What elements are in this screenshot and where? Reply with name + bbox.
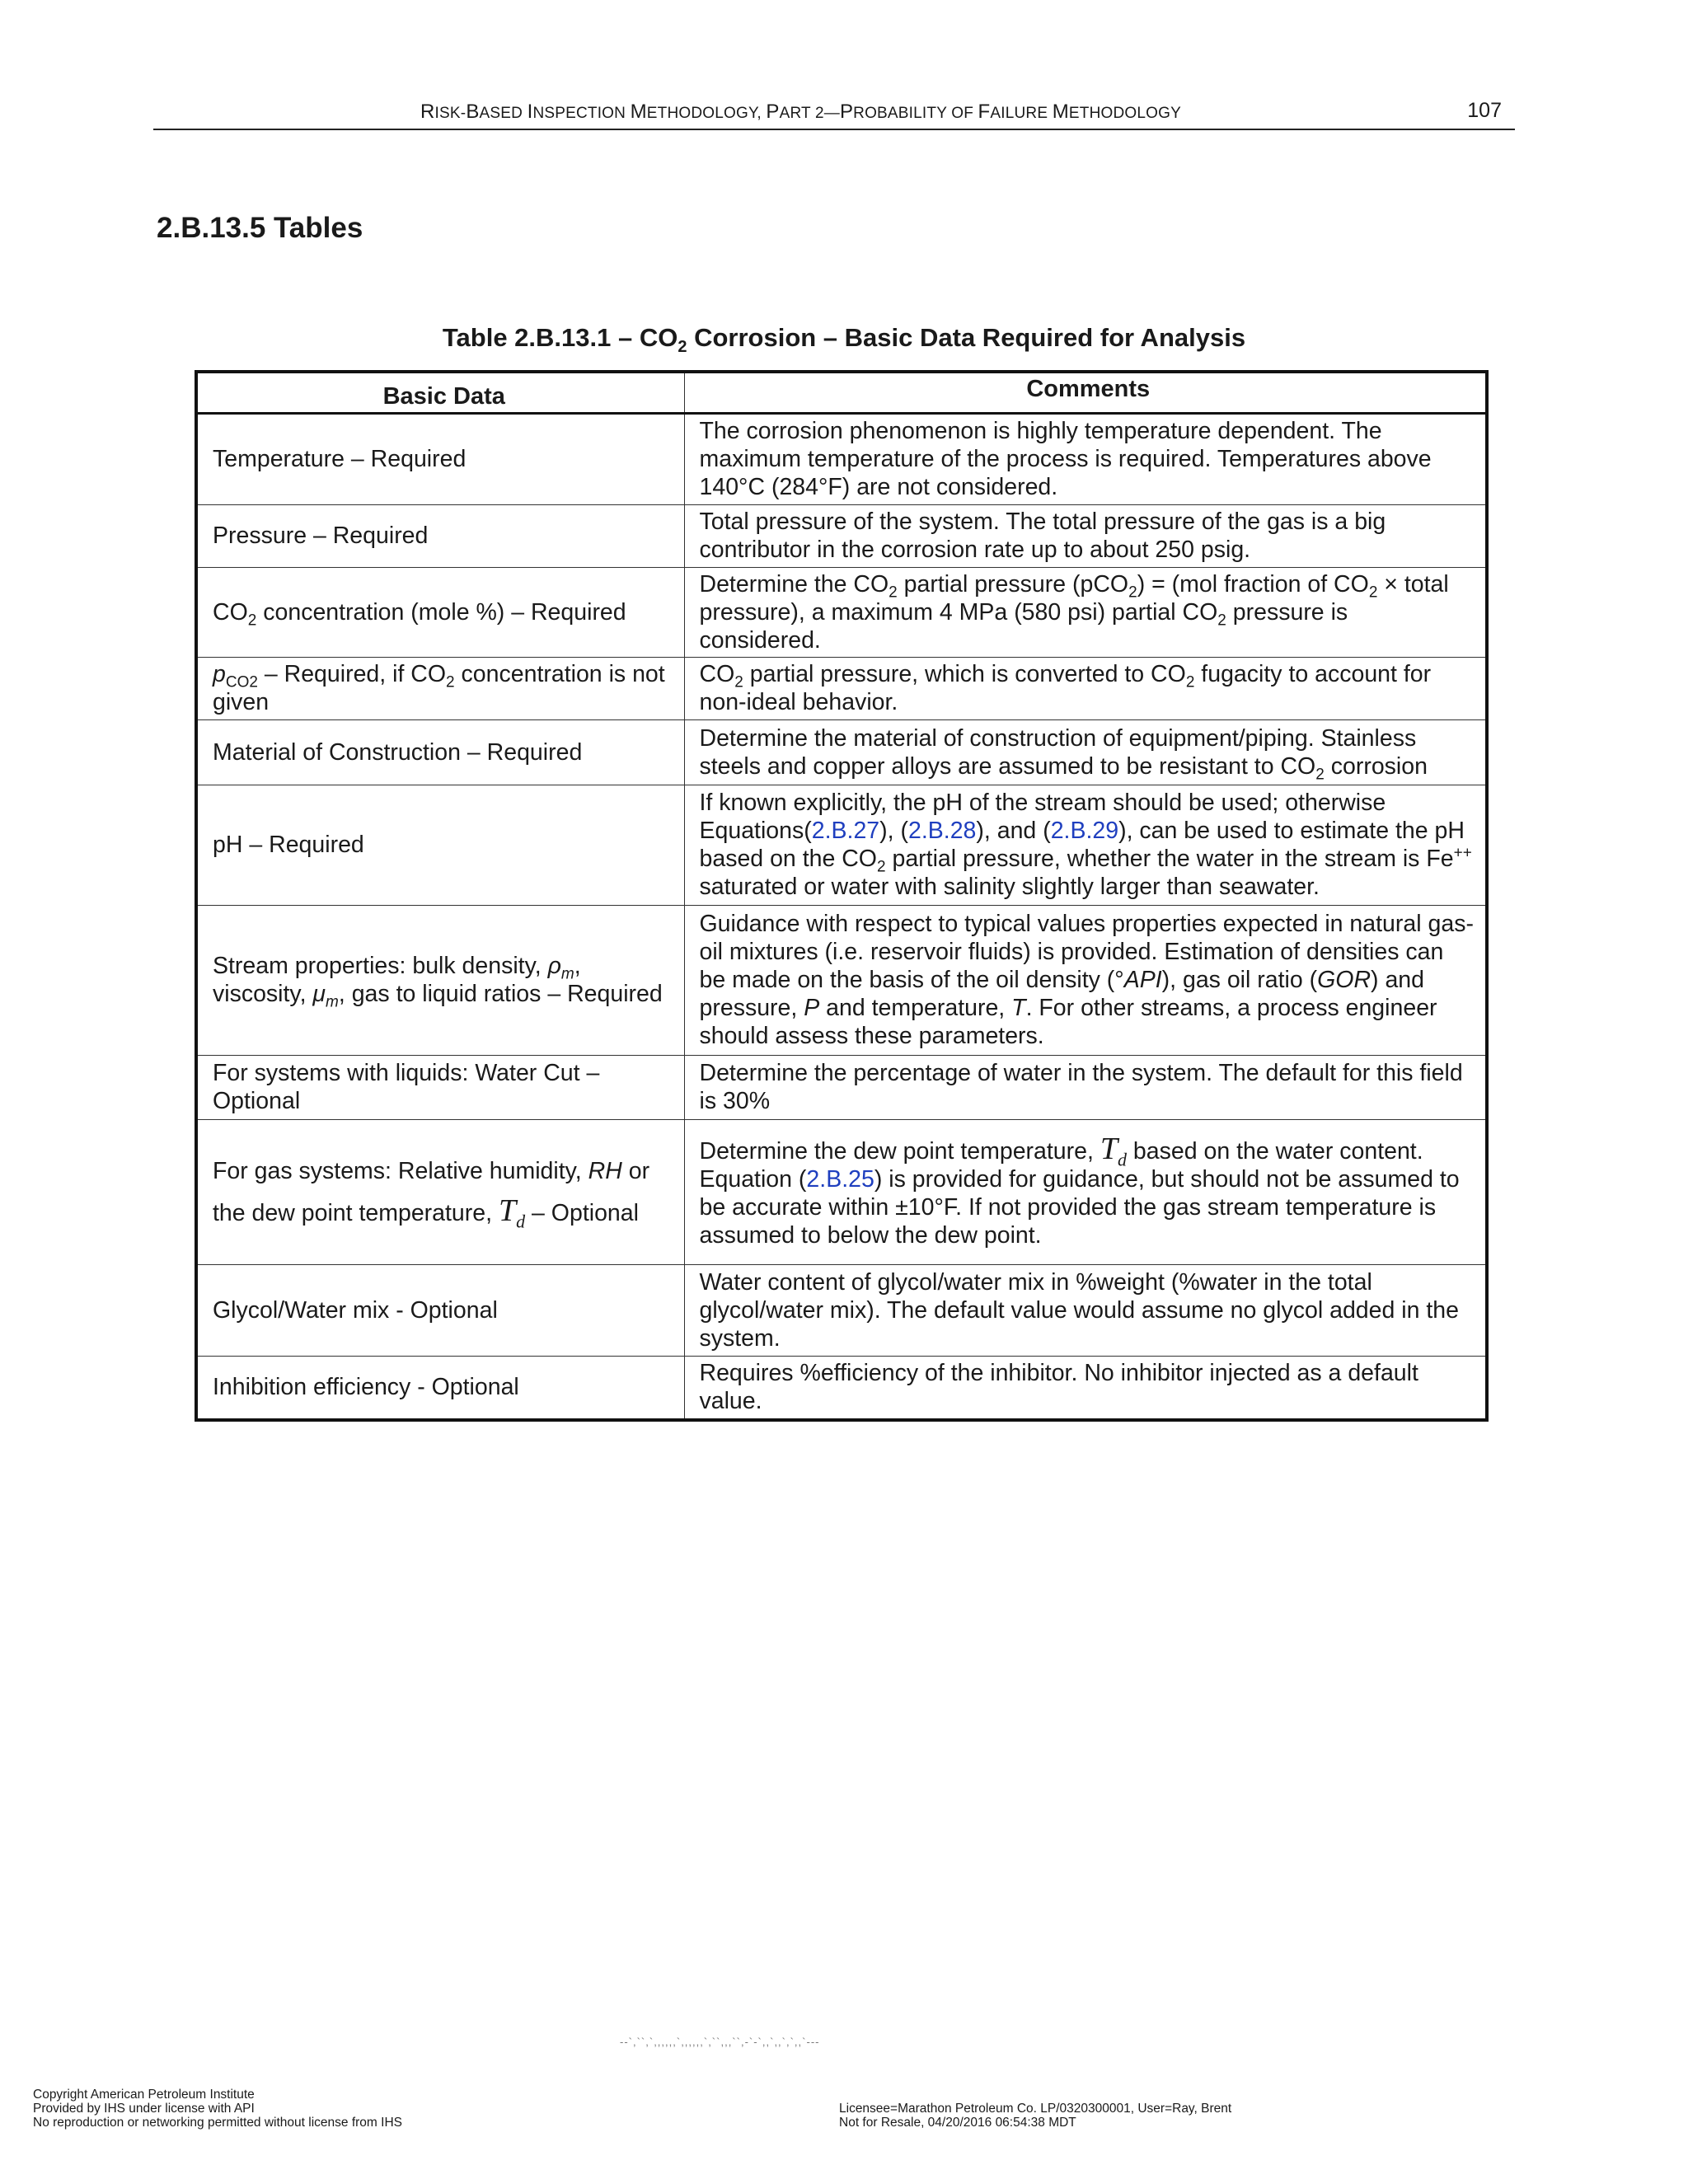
basic-cell: For systems with liquids: Water Cut – Optional <box>196 1055 684 1119</box>
footer-copyright <box>33 2088 402 2130</box>
comment-cell <box>684 785 1487 905</box>
footer-line: Licensee=Marathon Petroleum Co. LP/0320300001, User=Ray, Brent <box>839 2102 1232 2116</box>
text: Stream properties: bulk density, <box>213 953 548 979</box>
text: Guidance with respect to typical values properties expected in natural gas-oil mixtures (i.e. reservoir fluids) is provided. Estimation of densities can be made on the basis of the oil density (° <box>699 911 1474 993</box>
caption-text: Table 2.B.13.1 – CO <box>442 323 678 352</box>
text: p <box>213 661 226 687</box>
subscript: 2 <box>734 673 743 691</box>
basic-cell: Pressure – Required <box>196 504 684 567</box>
text: ) and pressure, <box>699 967 1425 1021</box>
footer-line: No reproduction or networking permitted without license from IHS <box>33 2116 402 2130</box>
text: RH <box>588 1157 622 1184</box>
header-basic-data: Basic Data <box>196 372 684 413</box>
text: concentration (mole %) – Required <box>256 598 626 626</box>
subscript: d <box>516 1211 526 1232</box>
text: partial pressure, which is converted to CO <box>743 661 1186 687</box>
text: ), can be used to estimate the pH based on the CO <box>699 818 1465 872</box>
section-title: Tables <box>274 212 363 244</box>
header-text: P <box>766 101 780 123</box>
basic-cell: Inhibition efficiency - Optional <box>196 1356 684 1420</box>
text: T <box>1100 1131 1118 1166</box>
equation-link[interactable]: 2.B.27 <box>811 818 880 844</box>
text: partial pressure (pCO <box>897 570 1129 598</box>
basic-cell <box>196 905 684 1055</box>
footer-line: Not for Resale, 04/20/2016 06:54:38 MDT <box>839 2116 1076 2130</box>
text: ) = (mol fraction of CO <box>1137 570 1369 598</box>
equation-link[interactable]: 2.B.29 <box>1050 818 1119 844</box>
subscript: 2 <box>1217 612 1226 630</box>
basic-cell: Material of Construction – Required <box>196 719 684 785</box>
text: T <box>498 1193 517 1228</box>
header-text: B <box>466 101 480 123</box>
comment-cell: Determine the percentage of water in the system. The default for this field is 30% <box>684 1055 1487 1119</box>
header-text: F <box>978 101 991 123</box>
header-text: ETHODOLOGY <box>1068 105 1181 122</box>
text: saturated or water with salinity slightly larger than seawater. <box>699 874 1320 900</box>
header-text: M <box>1052 101 1069 123</box>
basic-cell: Glycol/Water mix - Optional <box>196 1264 684 1356</box>
header-text: ASED <box>479 105 528 122</box>
text: CO <box>213 598 248 626</box>
footer-line: Provided by IHS under license with API <box>33 2102 255 2116</box>
text: API <box>1123 967 1162 993</box>
comment-cell: Total pressure of the system. The total pressure of the gas is a big contributor in the corrosion rate up to about 250 psig. <box>684 504 1487 567</box>
superscript: ++ <box>1453 844 1472 862</box>
subscript: m <box>326 993 339 1011</box>
comment-cell <box>684 719 1487 785</box>
text: – Required, if CO <box>257 661 447 687</box>
table-caption <box>0 323 1688 357</box>
table-row <box>196 1264 1487 1356</box>
subscript: 2 <box>876 858 886 876</box>
text: fugacity to account for non-ideal behavior. <box>699 661 1432 715</box>
section-heading <box>157 212 363 245</box>
equation-link[interactable]: 2.B.25 <box>806 1165 874 1193</box>
text: × total pressure), a maximum 4 MPa (580 psi) partial CO <box>699 570 1449 626</box>
table-row <box>196 785 1487 905</box>
text: partial pressure, whether the water in the stream is Fe <box>885 846 1454 872</box>
running-header <box>153 97 1515 130</box>
footer-license <box>839 2102 1231 2130</box>
basic-cell <box>196 567 684 657</box>
table-row <box>196 504 1487 567</box>
equation-link[interactable]: 2.B.28 <box>908 818 977 844</box>
table-row <box>196 1119 1487 1264</box>
symbol: ρ <box>547 953 561 979</box>
text: corrosion <box>1324 752 1428 780</box>
basic-cell <box>196 657 684 719</box>
text: Determine the material of construction of equipment/piping. Stainless steels and copper alloys are assumed to be resistant to CO <box>699 724 1417 780</box>
header-text: ISK- <box>434 105 467 122</box>
table-row <box>196 905 1487 1055</box>
subscript: m <box>560 965 574 983</box>
text: – Optional <box>525 1199 639 1226</box>
text: or the dew point temperature, <box>213 1157 650 1226</box>
comment-cell: Requires %efficiency of the inhibitor. No inhibitor injected as a default value. <box>684 1356 1487 1420</box>
text: T <box>1011 995 1026 1021</box>
symbol: μ <box>312 981 326 1007</box>
caption-text: Corrosion – Basic Data Required for Analysis <box>687 323 1246 352</box>
text: and temperature, <box>819 995 1012 1021</box>
header-text: ETHODOLOGY, <box>646 105 767 122</box>
section-number: 2.B.13.5 <box>157 212 266 244</box>
subscript: 2 <box>446 673 455 691</box>
text: GOR <box>1317 967 1372 993</box>
text: Determine the dew point temperature, <box>699 1137 1100 1165</box>
table-row <box>196 1055 1487 1119</box>
table-row <box>196 657 1487 719</box>
subscript: CO2 <box>225 673 258 691</box>
symbol <box>498 1193 526 1232</box>
basic-cell: Temperature – Required <box>196 413 684 504</box>
text: pressure is considered. <box>699 598 1348 654</box>
comment-cell <box>684 1119 1487 1264</box>
stray-marks: --`,``,`,,,,,,`,,,,,,`,``,,,``,-`-`,,`,,`,`,,`--- <box>620 2036 820 2048</box>
running-header-title <box>420 101 1181 124</box>
comment-cell <box>684 657 1487 719</box>
footer-line: Copyright American Petroleum Institute <box>33 2088 255 2102</box>
text: Determine the CO <box>699 570 889 598</box>
text: ), gas oil ratio ( <box>1161 967 1318 993</box>
text: ) is provided for guidance, but should not be assumed to be accurate within ±10°F. If not provided the gas stream temperature is assumed to below the dew point. <box>699 1165 1460 1249</box>
subscript: 2 <box>889 583 898 602</box>
text: If known explicitly, the pH of the stream should be used; otherwise Equations( <box>699 790 1386 844</box>
header-comments: Comments <box>684 372 1487 413</box>
text: ), ( <box>879 818 908 844</box>
text: ), and ( <box>976 818 1051 844</box>
table-row <box>196 413 1487 504</box>
table-row <box>196 719 1487 785</box>
text: P <box>804 995 820 1021</box>
text: . For other streams, a process engineer should assess these parameters. <box>699 995 1437 1049</box>
comment-cell <box>684 567 1487 657</box>
subscript: 2 <box>1128 583 1137 602</box>
page-number: 107 <box>1467 99 1502 122</box>
basic-cell: pH – Required <box>196 785 684 905</box>
comment-cell <box>684 905 1487 1055</box>
table-row <box>196 567 1487 657</box>
table-row <box>196 1356 1487 1420</box>
subscript: 2 <box>1368 583 1378 602</box>
text: , viscosity, <box>213 953 581 1007</box>
header-text: NSPECTION <box>532 105 631 122</box>
text: For gas systems: Relative humidity, <box>213 1157 588 1184</box>
header-text: ROBABILITY OF <box>853 105 978 122</box>
text: concentration is not given <box>213 661 665 715</box>
text: based on the water content. Equation ( <box>699 1137 1423 1193</box>
subscript: 2 <box>247 612 257 630</box>
basic-data-table <box>195 370 1489 1422</box>
header-text: AILURE <box>990 105 1053 122</box>
subscript: d <box>1117 1149 1127 1170</box>
header-text: ART 2— <box>779 105 840 122</box>
header-text: R <box>420 101 435 123</box>
text: , gas to liquid ratios – Required <box>338 981 663 1007</box>
text: CO <box>699 661 735 687</box>
subscript: 2 <box>1185 673 1195 691</box>
comment-cell: The corrosion phenomenon is highly temperature dependent. The maximum temperature of the process is required. Temperatures above 140°C (284°F) are not considered. <box>684 413 1487 504</box>
comment-cell: Water content of glycol/water mix in %weight (%water in the total glycol/water mix). The default value would assume no glycol added in the system. <box>684 1264 1487 1356</box>
caption-subscript: 2 <box>678 338 687 357</box>
basic-cell <box>196 1119 684 1264</box>
header-text: P <box>839 101 854 123</box>
table-header-row <box>196 372 1487 413</box>
symbol <box>1100 1131 1127 1170</box>
header-text: M <box>630 101 647 123</box>
subscript: 2 <box>1315 766 1325 784</box>
header-text: I <box>527 101 533 123</box>
